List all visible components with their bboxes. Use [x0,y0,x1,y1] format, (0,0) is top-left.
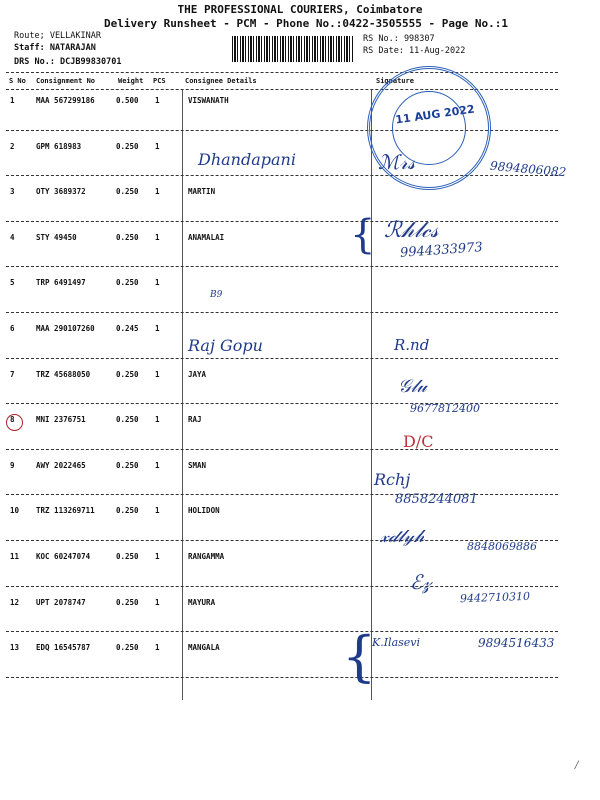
handwritten-phone-row13: 9894516433 [478,636,555,650]
rs-number: RS No.: 998307 [363,34,435,44]
row-consignment-no: KOC 60247074 [36,552,91,561]
row-sno: 9 [10,461,15,470]
row-divider [6,175,558,176]
row-sno: 12 [10,598,20,607]
col-signature: Signature [376,77,414,85]
signature-row9: Rchj [374,470,411,489]
row-divider [6,221,558,222]
signature-row10: 𝓍𝒹𝓁𝓎𝒽 [380,526,425,547]
row-sno: 4 [10,233,15,242]
stamp-date: 11 AUG 2022 [394,102,476,127]
row-sno: 2 [10,142,15,151]
row-consignee: MANGALA [188,643,220,652]
row-sno: 8 [10,415,15,424]
row-weight: 0.250 [116,415,139,424]
row-consignee: RAJ [188,415,202,424]
row-sno: 5 [10,278,15,287]
consignee-column-divider [182,90,183,700]
row-pcs: 1 [155,598,160,607]
staff-label: Staff: NATARAJAN [14,43,96,53]
signature-row13: K.Ilasevi [372,636,421,649]
handwritten-note-row5: B9 [210,290,223,300]
row-divider [6,586,558,587]
row-consignee: SMAN [188,461,207,470]
row-consignment-no: TRP 6491497 [36,278,86,287]
barcode [232,36,354,62]
row-consignee: ANAMALAI [188,233,225,242]
row-sno: 11 [10,552,20,561]
row-consignee: MAYURA [188,598,216,607]
row-sno: 1 [10,96,15,105]
handwritten-name-row6: Raj Gopu [188,336,263,355]
handwritten-phone-row11: 9442710310 [459,589,531,606]
signature-column-divider [371,90,372,700]
row-consignee: VISWANATH [188,96,229,105]
handwritten-phone-row7: 9677812400 [410,402,480,415]
row-divider [6,312,558,313]
row-pcs: 1 [155,324,160,333]
row-consignment-no: UPT 2078747 [36,598,86,607]
signature-row11: ℰ𝓏 [410,570,432,594]
handwritten-phone-row4: 9944333973 [399,240,484,261]
row-consignment-no: TRZ 113269711 [36,506,95,515]
bracket-row12-13: { [342,625,377,688]
row-divider [6,631,558,632]
row-weight: 0.250 [116,552,139,561]
row-weight: 0.250 [116,142,139,151]
row-sno: 10 [10,506,20,515]
row-pcs: 1 [155,142,160,151]
signature-row7: 𝒢𝓁𝓊 [398,376,427,397]
row-consignment-no: GPM 618983 [36,142,82,151]
col-sno: S No [9,77,26,85]
row-weight: 0.245 [116,324,139,333]
row-pcs: 1 [155,278,160,287]
row-consignee: RANGAMMA [188,552,225,561]
row-weight: 0.250 [116,598,139,607]
stray-mark: / [575,760,579,771]
row-weight: 0.250 [116,370,139,379]
row-sno: 13 [10,643,20,652]
drs-number: DRS No.: DCJB99830701 [14,57,122,67]
col-pcs: PCS [153,77,166,85]
rs-date: RS Date: 11-Aug-2022 [363,46,466,56]
col-consignment: Consignment No [36,77,96,85]
row-weight: 0.250 [116,643,139,652]
row-consignment-no: OTY 3689372 [36,187,86,196]
row-pcs: 1 [155,461,160,470]
row-weight: 0.250 [116,187,139,196]
row-pcs: 1 [155,96,160,105]
row-divider [6,266,558,267]
handwritten-phone-row2: 9894806082 [489,158,567,180]
row-consignment-no: MAA 290107260 [36,324,95,333]
row-weight: 0.250 [116,233,139,242]
row-consignee: MARTIN [188,187,216,196]
row-pcs: 1 [155,643,160,652]
row-weight: 0.250 [116,278,139,287]
circled-row-marker [6,414,23,431]
handwritten-name-row2: Dhandapani [198,150,296,169]
row-pcs: 1 [155,552,160,561]
handwritten-note-row8: D/C [403,432,434,451]
handwritten-phone-row10: 8848069886 [467,540,537,553]
col-weight: Weight [118,77,144,85]
row-pcs: 1 [155,233,160,242]
runsheet-title: Delivery Runsheet - PCM - Phone No.:0422-3505555 - Page No.:1 [104,17,508,30]
row-pcs: 1 [155,415,160,424]
row-sno: 6 [10,324,15,333]
row-consignment-no: TRZ 45688050 [36,370,91,379]
row-weight: 0.500 [116,96,139,105]
col-consignee: Consignee Details [185,77,257,85]
route-label: Route; VELLAKINAR [14,31,101,41]
header-top-rule [6,72,558,73]
row-pcs: 1 [155,370,160,379]
row-consignment-no: AWY 2022465 [36,461,86,470]
row-sno: 3 [10,187,15,196]
row-divider [6,677,558,678]
row-consignment-no: STY 49450 [36,233,77,242]
row-consignment-no: MNI 2376751 [36,415,86,424]
row-pcs: 1 [155,187,160,196]
signature-row2: ℳ𝓇𝓈 [378,150,416,174]
signature-row6: R.nd [394,336,430,354]
row-divider [6,449,558,450]
row-consignee: HOLIDON [188,506,220,515]
row-consignment-no: MAA 567299186 [36,96,95,105]
row-weight: 0.250 [116,461,139,470]
row-pcs: 1 [155,506,160,515]
bracket-row3-4: { [350,212,376,258]
handwritten-phone-row9: 8858244081 [395,492,478,507]
signature-row4: ℛ𝒽𝓁𝒸𝓈 [384,218,439,243]
row-sno: 7 [10,370,15,379]
row-divider [6,358,558,359]
row-consignment-no: EDQ 16545787 [36,643,91,652]
row-consignee: JAYA [188,370,207,379]
row-weight: 0.250 [116,506,139,515]
company-title: THE PROFESSIONAL COURIERS, Coimbatore [177,3,423,16]
